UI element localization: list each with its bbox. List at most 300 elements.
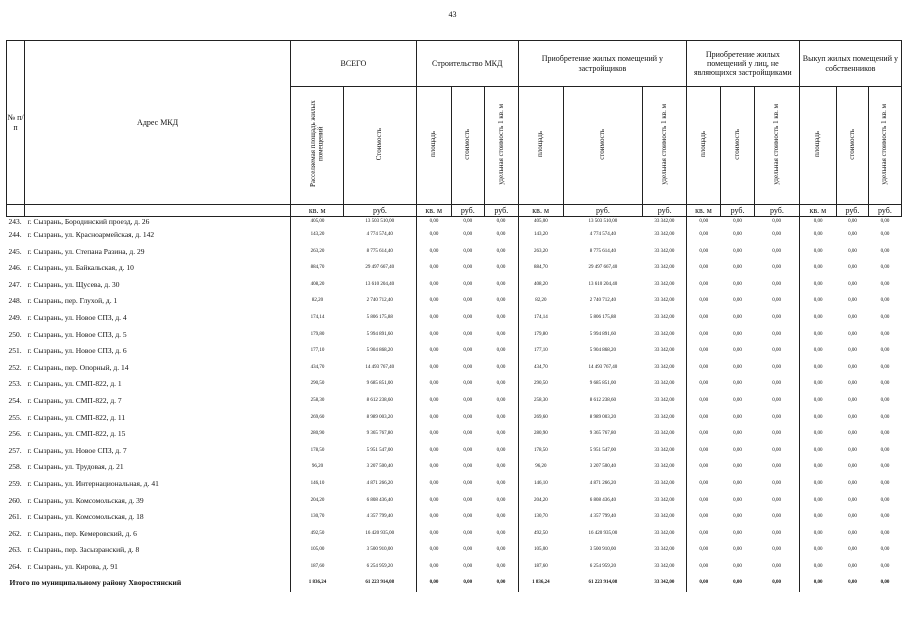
row-value: 0,00 (416, 244, 451, 261)
unit-label: руб. (755, 205, 800, 217)
row-address: г. Сызрань, ул. Трудовая, д. 21 (27, 462, 124, 472)
row-value: 33 342,00 (654, 364, 675, 370)
row-value: 0,00 (772, 514, 782, 520)
row-value: 0,00 (848, 265, 857, 271)
row-value: 0,00 (463, 447, 473, 453)
row-value: 0,00 (799, 376, 836, 393)
col-header: стоимость (451, 87, 484, 205)
row-address: г. Сызрань, ул. СМП-822, д. 11 (27, 412, 126, 422)
row-value: 0,00 (463, 248, 473, 254)
unit-label: руб. (563, 205, 643, 217)
row-value: 96,20 (291, 459, 344, 476)
row-value: 0,00 (496, 281, 506, 287)
row-value: 177,10 (518, 343, 563, 360)
row-value: 0,00 (686, 559, 720, 576)
row-value: 0,00 (733, 298, 742, 304)
row-number: 250. (8, 329, 22, 339)
total-value: 1 836,24 (518, 575, 563, 592)
row-value: 0,00 (686, 410, 720, 427)
total-value: 0,00 (463, 580, 473, 586)
row-number: 262. (8, 528, 22, 538)
row-value: 0,00 (880, 219, 890, 224)
row-value: 0,00 (799, 393, 836, 410)
row-value: 0,00 (848, 331, 857, 337)
row-value: 0,00 (463, 514, 473, 520)
row-value: 0,00 (880, 464, 890, 470)
row-value: 263,20 (291, 244, 344, 261)
row-value: 0,00 (496, 219, 506, 224)
row-value: 0,00 (880, 431, 890, 437)
table-row (7, 443, 902, 460)
row-value: 33 342,00 (654, 497, 675, 503)
row-value: 8 612 238,60 (366, 397, 393, 403)
row-value: 5 951 547,00 (589, 447, 617, 453)
row-value: 0,00 (799, 410, 836, 427)
row-value: 290,50 (291, 376, 344, 393)
row-value: 0,00 (880, 381, 890, 387)
row-value: 0,00 (463, 381, 473, 387)
row-value: 204,20 (518, 493, 563, 510)
row-address: г. Сызрань, ул. Новое СПЗ, д. 4 (27, 312, 127, 322)
row-value: 0,00 (463, 397, 473, 403)
row-value: 29 497 667,40 (588, 265, 618, 271)
row-address: г. Сызрань, ул. Красноармейская, д. 142 (27, 230, 155, 239)
row-number: 249. (8, 312, 22, 322)
row-value: 0,00 (686, 260, 720, 277)
group-header-buyout: Выкуп жилых помещений у собственников (799, 41, 901, 87)
row-value: 0,00 (799, 310, 836, 327)
table-row (7, 260, 902, 277)
total-label: Итого по муниципальному району Хворостянский (9, 578, 182, 588)
row-value: 0,00 (772, 447, 782, 453)
row-value: 0,00 (772, 265, 782, 271)
col-header: площадь (799, 87, 836, 205)
row-value: 0,00 (880, 414, 890, 420)
row-value: 8 612 238,60 (589, 397, 617, 403)
row-value: 0,00 (496, 480, 506, 486)
row-address: г. Сызрань, ул. Байкальская, д. 10 (27, 263, 134, 273)
row-value: 0,00 (848, 232, 857, 237)
row-value: 33 342,00 (654, 431, 675, 437)
row-value: 0,00 (772, 480, 782, 486)
table-row (7, 476, 902, 493)
row-value: 8 989 003,20 (589, 414, 617, 420)
row-value: 0,00 (733, 219, 742, 224)
row-value: 0,00 (733, 265, 742, 271)
row-value: 0,00 (733, 530, 742, 536)
row-address: г. Сызрань, ул. Комсомольская, д. 18 (27, 512, 144, 522)
row-value: 0,00 (880, 314, 890, 320)
row-number: 246. (8, 263, 22, 273)
row-value: 0,00 (880, 331, 890, 337)
row-value: 0,00 (799, 493, 836, 510)
row-value: 0,00 (686, 217, 720, 228)
row-value: 0,00 (848, 348, 857, 354)
row-value: 492,50 (518, 526, 563, 543)
row-value: 0,00 (496, 265, 506, 271)
row-value: 82,20 (291, 293, 344, 310)
row-value: 0,00 (733, 514, 742, 520)
col-header: площадь (686, 87, 720, 205)
col-header: стоимость (836, 87, 868, 205)
row-value: 0,00 (416, 343, 451, 360)
row-value: 33 342,00 (654, 464, 675, 470)
unit-label: руб. (868, 205, 901, 217)
row-value: 29 497 667,40 (365, 265, 395, 271)
row-value: 0,00 (848, 530, 857, 536)
row-value: 884,70 (518, 260, 563, 277)
row-value: 0,00 (772, 397, 782, 403)
row-value: 0,00 (848, 281, 857, 287)
row-value: 9 365 767,80 (366, 431, 393, 437)
table-row (7, 559, 902, 576)
row-value: 0,00 (463, 530, 473, 536)
row-value: 0,00 (463, 547, 473, 553)
row-value: 16 420 935,00 (588, 530, 618, 536)
row-value: 0,00 (848, 563, 857, 569)
row-value: 258,30 (291, 393, 344, 410)
table-row (7, 376, 902, 393)
row-value: 33 342,00 (654, 397, 675, 403)
row-value: 0,00 (463, 265, 473, 271)
row-value: 0,00 (848, 414, 857, 420)
row-value: 0,00 (799, 526, 836, 543)
row-value: 146,10 (291, 476, 344, 493)
row-value: 0,00 (772, 563, 782, 569)
row-value: 33 342,00 (654, 314, 675, 320)
row-value: 82,20 (518, 293, 563, 310)
row-value: 0,00 (463, 497, 473, 503)
row-value: 0,00 (799, 542, 836, 559)
row-value: 0,00 (496, 397, 506, 403)
table-row (7, 410, 902, 427)
row-value: 0,00 (686, 509, 720, 526)
row-value: 0,00 (496, 414, 506, 420)
row-value: 0,00 (463, 281, 473, 287)
row-value: 0,00 (416, 227, 451, 244)
row-value: 0,00 (463, 431, 473, 437)
row-value: 0,00 (733, 281, 742, 287)
unit-label: кв. м (291, 205, 344, 217)
row-value: 4 871 266,20 (366, 480, 393, 486)
row-address: г. Сызрань, пер. Засызранский, д. 8 (27, 545, 140, 555)
row-value: 0,00 (799, 260, 836, 277)
row-value: 0,00 (848, 497, 857, 503)
row-value: 0,00 (733, 248, 742, 254)
row-value: 0,00 (848, 397, 857, 403)
col-header: стоимость (721, 87, 755, 205)
row-address: г. Сызрань, пер. Кемеровский, д. 6 (27, 528, 137, 538)
row-number: 255. (8, 412, 22, 422)
row-value: 0,00 (799, 244, 836, 261)
row-value: 0,00 (880, 497, 890, 503)
row-number: 251. (8, 346, 22, 356)
row-value: 33 342,00 (654, 219, 675, 224)
row-value: 9 365 767,80 (589, 431, 617, 437)
total-value: 0,00 (416, 575, 451, 592)
row-value: 0,00 (496, 431, 506, 437)
row-value: 0,00 (733, 563, 742, 569)
row-value: 33 342,00 (654, 480, 675, 486)
table-row (7, 426, 902, 443)
total-value: 61 223 914,08 (365, 580, 395, 586)
row-value: 3 500 910,00 (589, 547, 617, 553)
row-value: 884,70 (291, 260, 344, 277)
col-header: удельная стоимость 1 кв. м (643, 87, 687, 205)
row-value: 0,00 (416, 327, 451, 344)
row-value: 2 740 712,40 (366, 298, 393, 304)
row-value: 0,00 (772, 281, 782, 287)
row-value: 0,00 (848, 547, 857, 553)
row-value: 492,50 (291, 526, 344, 543)
group-header-developers: Приобретение жилых помещений у застройщиков (518, 41, 686, 87)
table-row (7, 509, 902, 526)
row-address: г. Сызрань, ул. Степана Разина, д. 29 (27, 246, 145, 256)
row-value: 434,70 (291, 360, 344, 377)
row-value: 0,00 (496, 314, 506, 320)
row-address: г. Сызрань, ул. Новое СПЗ, д. 6 (27, 346, 127, 356)
row-value: 0,00 (686, 526, 720, 543)
row-value: 0,00 (772, 364, 782, 370)
row-value: 0,00 (772, 298, 782, 304)
row-value: 0,00 (496, 514, 506, 520)
row-number: 244. (8, 230, 22, 239)
row-value: 0,00 (880, 348, 890, 354)
row-value: 3 500 910,00 (366, 547, 393, 553)
row-value: 0,00 (686, 327, 720, 344)
row-value: 0,00 (733, 480, 742, 486)
row-value: 0,00 (772, 248, 782, 254)
total-value: 61 223 914,08 (588, 580, 618, 586)
row-value: 0,00 (496, 364, 506, 370)
row-number: 247. (8, 279, 22, 289)
total-value: 0,00 (772, 580, 782, 586)
row-value: 0,00 (686, 310, 720, 327)
row-value: 0,00 (686, 443, 720, 460)
row-value: 4 357 799,40 (589, 514, 617, 520)
row-value: 33 342,00 (654, 281, 675, 287)
row-value: 0,00 (496, 348, 506, 354)
row-value: 0,00 (772, 348, 782, 354)
row-value: 0,00 (733, 397, 742, 403)
row-number: 252. (8, 362, 22, 372)
row-value: 269,60 (291, 410, 344, 427)
row-value: 0,00 (772, 414, 782, 420)
row-address: г. Сызрань, пер. Глухой, д. 1 (27, 296, 118, 306)
row-value: 0,00 (686, 459, 720, 476)
table-row (7, 459, 902, 476)
row-value: 0,00 (799, 327, 836, 344)
row-value: 0,00 (416, 476, 451, 493)
row-value: 187,60 (518, 559, 563, 576)
row-address: г. Сызрань, ул. Кирова, д. 91 (27, 561, 118, 571)
row-value: 0,00 (733, 364, 742, 370)
row-value: 0,00 (880, 530, 890, 536)
row-value: 0,00 (416, 410, 451, 427)
row-value: 0,00 (496, 381, 506, 387)
row-value: 0,00 (772, 530, 782, 536)
unit-label: руб. (721, 205, 755, 217)
row-value: 0,00 (733, 431, 742, 437)
row-value: 0,00 (463, 314, 473, 320)
table-row (7, 310, 902, 327)
total-value: 0,00 (880, 580, 890, 586)
row-value: 0,00 (686, 227, 720, 244)
row-value: 258,30 (518, 393, 563, 410)
row-value: 6 808 436,40 (366, 497, 393, 503)
row-number: 263. (8, 545, 22, 555)
row-number: 245. (8, 246, 22, 256)
col-header: удельная стоимость 1 кв. м (755, 87, 800, 205)
row-value: 0,00 (880, 514, 890, 520)
row-value: 130,70 (518, 509, 563, 526)
unit-label: кв. м (416, 205, 451, 217)
row-value: 0,00 (880, 547, 890, 553)
row-value: 290,50 (518, 376, 563, 393)
row-value: 0,00 (416, 293, 451, 310)
row-value: 5 951 547,00 (366, 447, 393, 453)
row-value: 16 420 935,00 (365, 530, 395, 536)
row-address: г. Сызрань, пер. Опорный, д. 14 (27, 362, 129, 372)
row-number: 243. (8, 217, 22, 226)
row-value: 0,00 (880, 298, 890, 304)
col-header: удельная стоимость 1 кв. м (484, 87, 518, 205)
row-value: 0,00 (848, 364, 857, 370)
row-value: 33 342,00 (654, 348, 675, 354)
row-address: г. Сызрань, ул. Интернациональная, д. 41 (27, 478, 159, 488)
row-value: 4 871 266,20 (589, 480, 617, 486)
row-value: 0,00 (463, 298, 473, 304)
row-value: 33 342,00 (654, 265, 675, 271)
units-row (7, 205, 902, 217)
row-value: 0,00 (733, 232, 742, 237)
row-value: 33 342,00 (654, 514, 675, 520)
row-value: 0,00 (848, 480, 857, 486)
total-value: 0,00 (848, 580, 857, 586)
row-value: 0,00 (880, 232, 890, 237)
row-value: 33 342,00 (654, 248, 675, 254)
row-value: 263,20 (518, 244, 563, 261)
address-header: Адрес МКД (25, 41, 291, 205)
row-value: 0,00 (880, 480, 890, 486)
unit-label: руб. (344, 205, 416, 217)
row-value: 0,00 (772, 381, 782, 387)
row-value: 174,14 (518, 310, 563, 327)
row-value: 0,00 (463, 480, 473, 486)
col-header: удельная стоимость 1 кв. м (868, 87, 901, 205)
row-value: 6 254 959,20 (366, 563, 393, 569)
col-header: Расселяемая площадь жилых помещений (291, 87, 344, 205)
row-value: 0,00 (733, 314, 742, 320)
row-value: 178,50 (291, 443, 344, 460)
row-number: 258. (8, 462, 22, 472)
row-value: 0,00 (686, 542, 720, 559)
row-value: 434,70 (518, 360, 563, 377)
row-value: 8 989 003,20 (366, 414, 393, 420)
unit-label: кв. м (518, 205, 563, 217)
row-value: 0,00 (880, 265, 890, 271)
row-value: 5 904 868,20 (366, 348, 393, 354)
row-value: 0,00 (686, 244, 720, 261)
row-address: г. Сызрань, ул. СМП-822, д. 15 (27, 429, 126, 439)
row-value: 0,00 (496, 497, 506, 503)
relocation-table (6, 40, 902, 592)
num-header: № п/п (7, 41, 25, 205)
row-value: 0,00 (496, 232, 506, 237)
row-address: г. Сызрань, ул. Новое СПЗ, д. 5 (27, 329, 127, 339)
row-address: г. Сызрань, ул. Комсомольская, д. 39 (27, 495, 144, 505)
row-value: 3 207 500,40 (589, 464, 617, 470)
row-value: 0,00 (686, 426, 720, 443)
row-value: 33 342,00 (654, 414, 675, 420)
row-value: 405,00 (291, 217, 344, 228)
row-value: 143,20 (518, 227, 563, 244)
row-value: 0,00 (416, 559, 451, 576)
row-value: 105,00 (518, 542, 563, 559)
row-value: 0,00 (880, 364, 890, 370)
row-value: 0,00 (880, 447, 890, 453)
row-value: 405,00 (518, 217, 563, 228)
group-header-non-developers: Приобретение жилых помещений у лиц, не являющихся застройщиками (686, 41, 799, 87)
row-address: г. Сызрань, ул. Новое СПЗ, д. 7 (27, 445, 127, 455)
row-number: 256. (8, 429, 22, 439)
row-value: 0,00 (880, 281, 890, 287)
row-value: 96,20 (518, 459, 563, 476)
row-value: 8 775 614,40 (366, 248, 393, 254)
row-value: 0,00 (416, 217, 451, 228)
row-value: 5 904 868,20 (589, 348, 617, 354)
row-value: 174,14 (291, 310, 344, 327)
row-value: 0,00 (686, 293, 720, 310)
group-header-total: ВСЕГО (291, 41, 417, 87)
row-value: 105,00 (291, 542, 344, 559)
row-address: г. Сызрань, ул. СМП-822, д. 7 (27, 395, 122, 405)
row-number: 253. (8, 379, 22, 389)
row-value: 0,00 (799, 559, 836, 576)
row-value: 4 774 574,40 (366, 232, 393, 237)
total-row (7, 575, 902, 592)
row-value: 0,00 (416, 360, 451, 377)
row-value: 280,90 (518, 426, 563, 443)
row-value: 0,00 (686, 277, 720, 294)
table-row (7, 217, 902, 228)
table-row (7, 493, 902, 510)
row-value: 33 342,00 (654, 331, 675, 337)
row-value: 0,00 (733, 447, 742, 453)
total-value: 33 342,00 (654, 580, 675, 586)
row-value: 130,70 (291, 509, 344, 526)
table-row (7, 526, 902, 543)
row-value: 5 994 891,60 (366, 331, 393, 337)
row-value: 0,00 (799, 426, 836, 443)
row-value: 0,00 (799, 459, 836, 476)
row-value: 0,00 (496, 464, 506, 470)
row-value: 0,00 (772, 547, 782, 553)
unit-label: руб. (484, 205, 518, 217)
table-row (7, 542, 902, 559)
row-value: 13 503 510,00 (588, 219, 618, 224)
table-row (7, 227, 902, 244)
row-value: 0,00 (772, 497, 782, 503)
row-number: 264. (8, 561, 22, 571)
row-value: 0,00 (686, 493, 720, 510)
table-row (7, 327, 902, 344)
unit-label: руб. (451, 205, 484, 217)
row-value: 0,00 (848, 381, 857, 387)
row-value: 143,20 (291, 227, 344, 244)
row-value: 0,00 (733, 331, 742, 337)
row-value: 0,00 (416, 277, 451, 294)
